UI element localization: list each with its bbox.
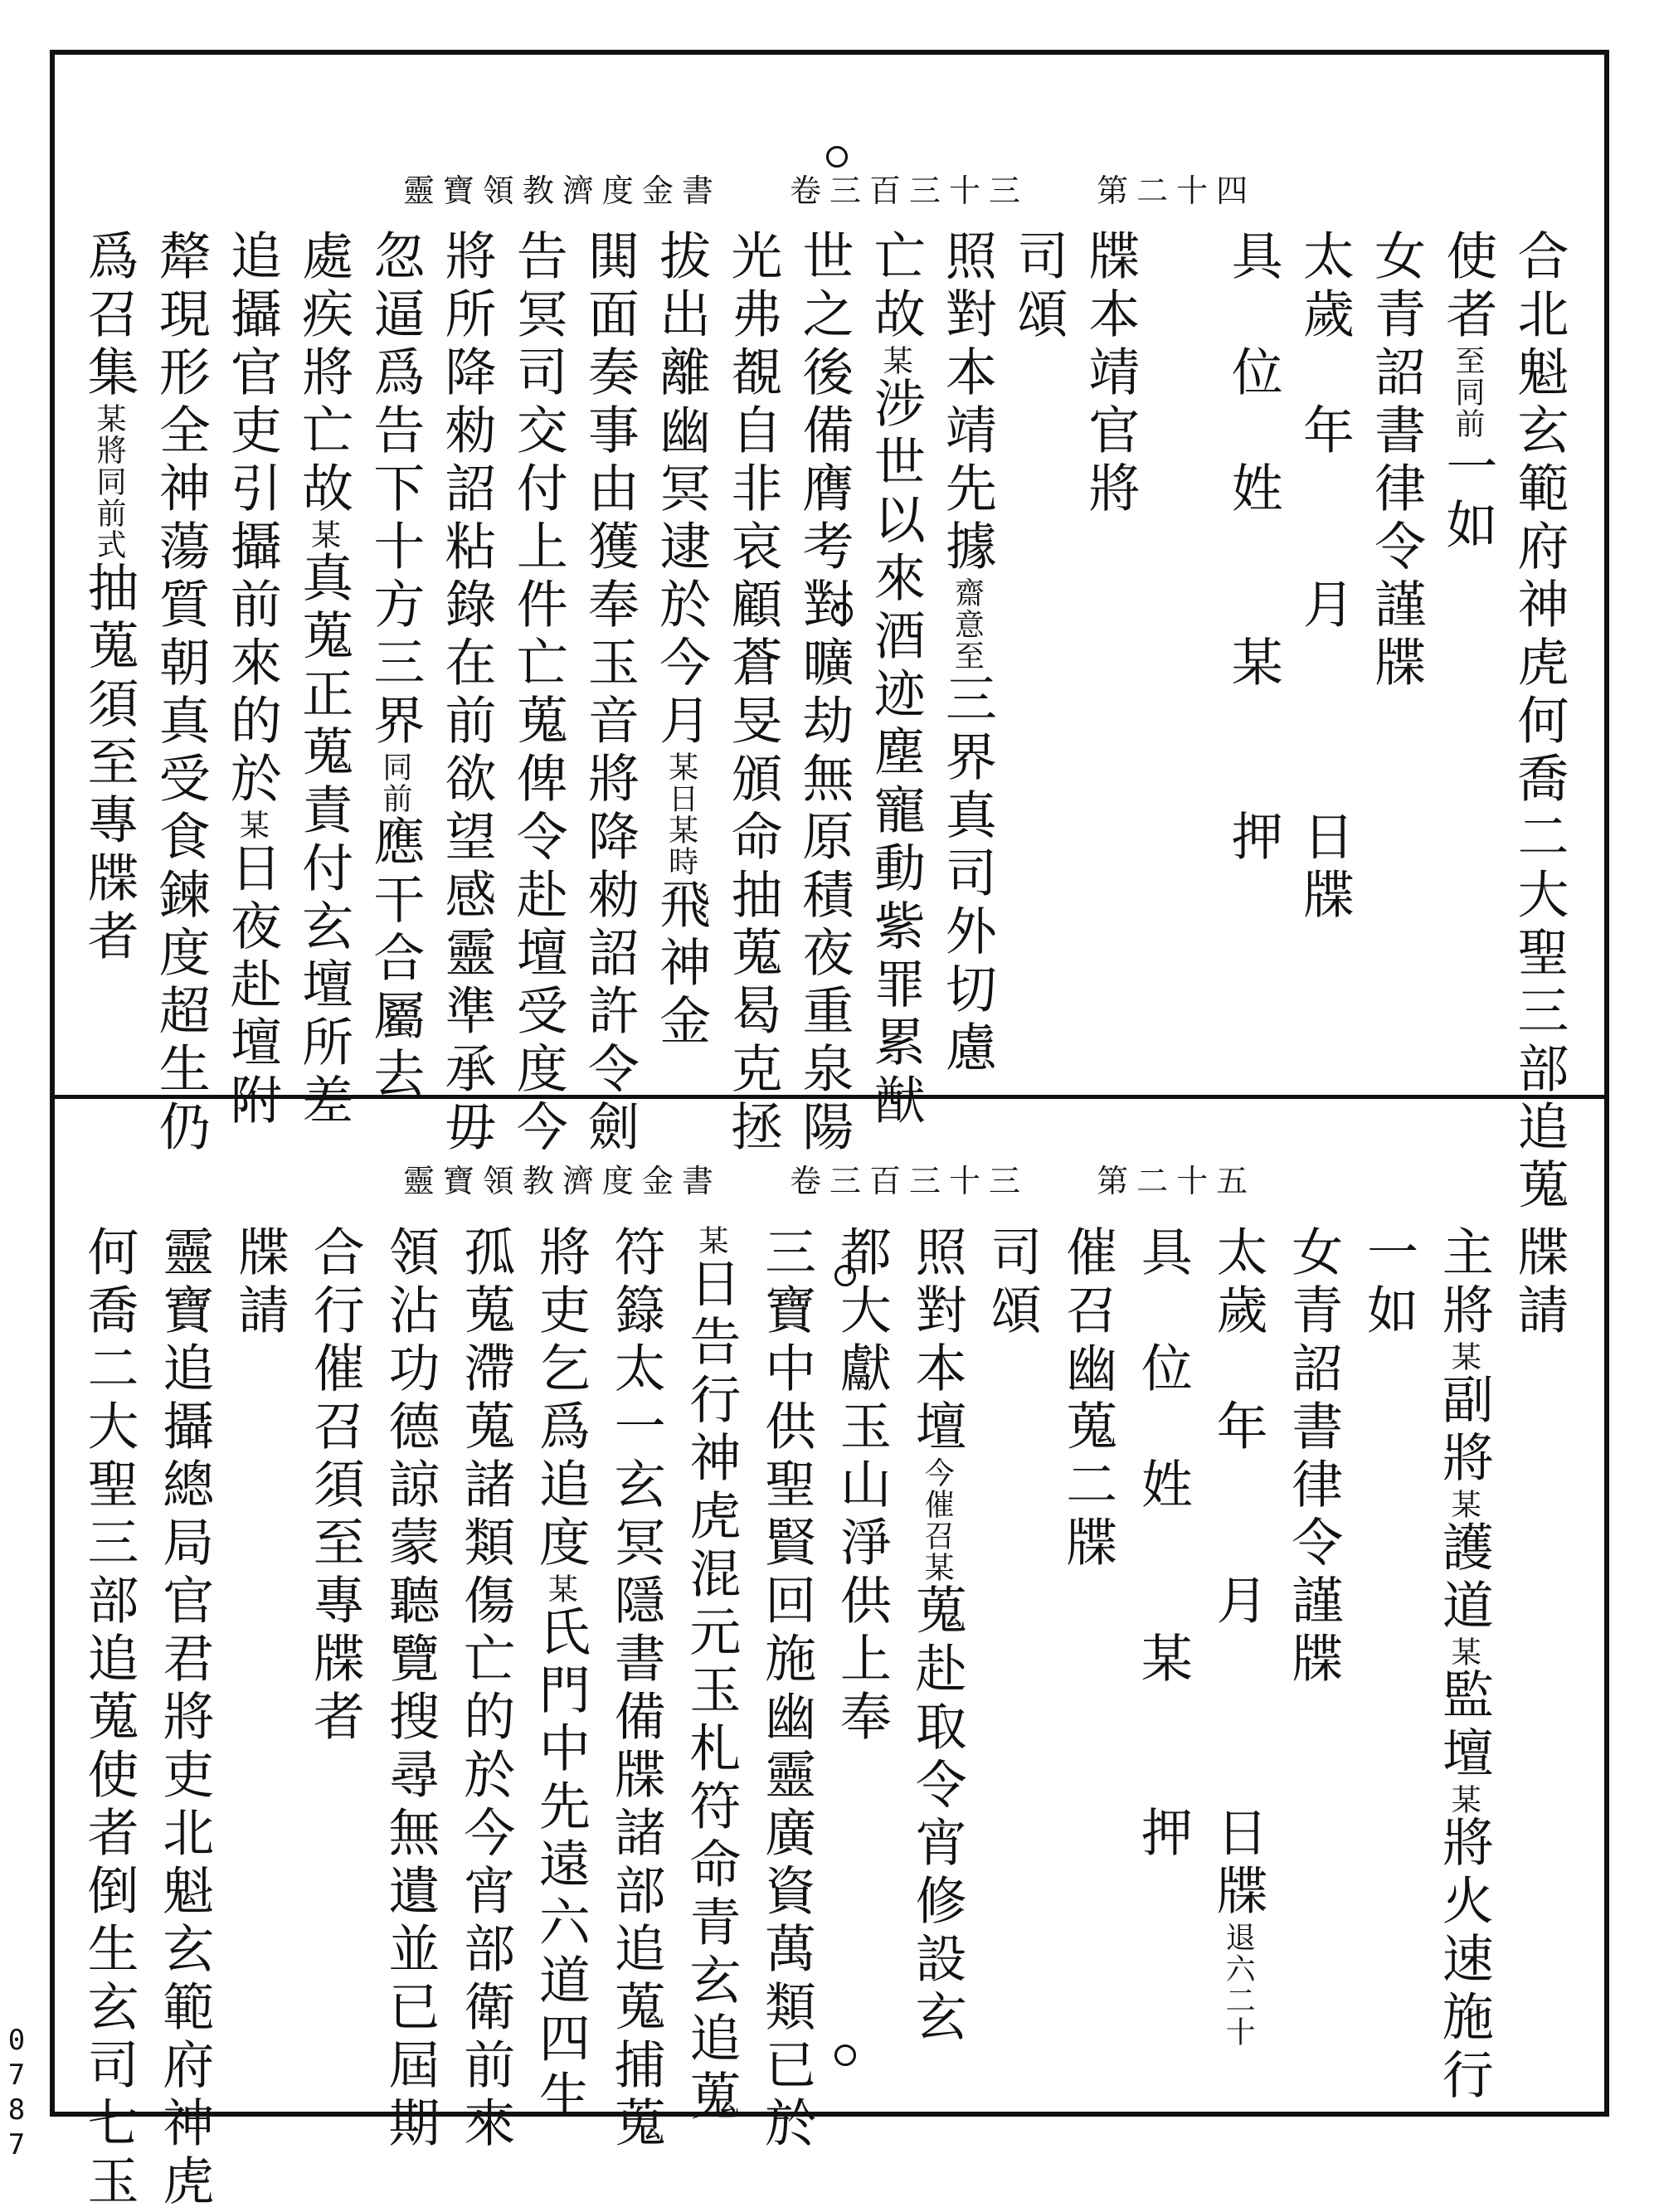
text-column: [1224, 229, 1282, 868]
column-text: 將所降勑詔粘錄在前欲望感靈準承毋: [436, 229, 497, 1158]
interlinear-note: 某日某時: [664, 751, 698, 878]
text-column: [1209, 1225, 1267, 2048]
column-text: 使者: [1437, 229, 1498, 345]
text-column: [1510, 1225, 1568, 1341]
header-volume: 卷三百三十三: [789, 1163, 1029, 1199]
text-column: [1433, 1225, 1495, 2106]
interlinear-note: 某: [878, 345, 913, 377]
interlinear-note: 齋意至: [950, 577, 985, 672]
column-text: 三界真司外切慮: [937, 672, 998, 1078]
header-volume: 卷三百三十三: [789, 173, 1029, 209]
text-column: [456, 1225, 514, 2154]
text-column: [381, 1225, 439, 2154]
text-column: [221, 229, 283, 1131]
punctuation-circle: [834, 1265, 856, 1286]
column-text: 日告行神虎混元玉札符命青玄追蒐: [680, 1257, 742, 2127]
interlinear-note: 某: [1447, 1636, 1481, 1668]
text-column: [757, 1225, 815, 2154]
text-column: [1284, 1225, 1342, 1689]
header-title: 靈寶領教濟度金書: [402, 173, 722, 209]
column-text: 將吏乞爲追度: [530, 1225, 591, 1573]
interlinear-note: 某: [1447, 1341, 1481, 1373]
column-text: 孤蒐滯蒐諸類傷亡的於今宵部衛前來: [455, 1225, 516, 2154]
column-text: 照對本壇: [907, 1225, 968, 1457]
column-text: 太歲 年 月 日牒: [1208, 1225, 1269, 1922]
text-columns: [55, 1225, 1604, 2212]
column-text: 犛現形全神蕩質朝真受食鍊度超生仍: [150, 229, 212, 1158]
text-column: [366, 229, 424, 1105]
column-text: 護道: [1433, 1520, 1495, 1636]
text-column: [937, 229, 998, 1078]
column-text: 飛神金: [650, 878, 712, 1052]
column-text: 爲召集: [79, 229, 139, 403]
column-text: 司頌: [1008, 229, 1069, 345]
column-text: 副將: [1433, 1373, 1495, 1489]
text-column: [294, 229, 353, 1131]
text-column: [1510, 229, 1568, 1216]
text-column: [437, 229, 495, 1158]
column-text: 應干合屬去: [364, 814, 426, 1105]
text-column: [150, 229, 212, 1158]
text-column: [682, 1225, 740, 2127]
text-column: [907, 1225, 966, 2048]
interlinear-note: 某: [235, 809, 270, 841]
column-text: 女青詔書律令謹牒: [1365, 229, 1427, 693]
header-page: 第二十五: [1097, 1163, 1257, 1199]
interlinear-note: 某: [543, 1573, 578, 1605]
text-column: [304, 1225, 366, 1748]
interlinear-note: 某: [306, 519, 341, 551]
interlinear-note: 某: [1447, 1489, 1481, 1520]
interlinear-note: 退六二十: [1221, 1922, 1256, 2048]
bottom-panel: [55, 1099, 1604, 2212]
column-text: 都大獻玉山淨供上奉: [831, 1225, 893, 1748]
column-text: 涉世以來酒迹塵寵動紫罪累猷: [865, 377, 927, 1131]
punctuation-circle: [831, 602, 853, 624]
column-text: 光弗覩自非哀顧蒼旻頒命抽蒐曷克拯: [722, 229, 783, 1158]
text-column: [531, 1225, 589, 2127]
column-text: 亡故: [865, 229, 927, 345]
column-text: 主將: [1433, 1225, 1495, 1341]
column-text: 女青詔書律令謹牒: [1282, 1225, 1344, 1689]
column-text: 拔出離幽冥逮於今月: [650, 229, 712, 751]
page-number: 0787: [0, 2024, 33, 2163]
column-text: 催召幽蒐二牒: [1057, 1225, 1118, 1573]
column-text: 日夜赴壇附: [221, 841, 283, 1131]
column-text: 閧面奏事由獲奉玉音將降勑詔許令劍: [579, 229, 640, 1158]
column-text: 忽逼爲告下十方三界: [364, 229, 426, 751]
running-header: [55, 165, 1604, 211]
column-text: 靈寶追攝總局官君將吏北魁玄範府神虎: [153, 1225, 215, 2212]
text-column: [606, 1225, 667, 2154]
text-column: [155, 1225, 213, 2212]
column-text: 符籙太一玄冥隱書備牒諸部追蒐捕蒐: [606, 1225, 667, 2154]
column-text: 一如: [1437, 440, 1498, 556]
header-page: 第二十四: [1097, 173, 1257, 209]
text-column: [652, 229, 710, 1052]
column-text: 蒐赴取令宵修設玄: [907, 1583, 968, 2048]
column-text: 氏門中先遠六道四生: [530, 1605, 591, 2127]
text-column: [1295, 229, 1353, 926]
column-text: 三寶中供聖賢回施幽靈廣資萬類已於: [756, 1225, 817, 2154]
interlinear-note: 某將同前式: [92, 403, 126, 561]
column-text: 領沾功德諒蒙聽覽搜尋無遺並已屆期: [379, 1225, 440, 2154]
text-column: [80, 229, 138, 967]
running-header: [55, 1155, 1604, 1201]
text-column: [580, 229, 638, 1158]
interlinear-note: 今催召某: [920, 1457, 955, 1583]
column-text: 牒請: [229, 1225, 290, 1341]
column-text: 監壇: [1433, 1668, 1495, 1784]
text-column: [1132, 1225, 1194, 1864]
text-column: [1438, 229, 1496, 556]
column-text: 合北魁玄範府神虎何喬二大聖三部追蒐: [1509, 229, 1569, 1216]
text-column: [1058, 1225, 1117, 1573]
column-text: 具 位 姓 某 押: [1132, 1225, 1194, 1864]
column-text: 合行催召須至專牒者: [304, 1225, 366, 1748]
interlinear-note: 至同前: [1450, 345, 1485, 440]
text-column: [795, 229, 853, 1158]
column-text: 牒本靖官將: [1079, 229, 1141, 519]
text-column: [1360, 1225, 1418, 1341]
column-text: 一如: [1358, 1225, 1419, 1341]
interlinear-note: 同前: [377, 751, 412, 814]
column-text: 何喬二大聖三部追蒐使者倒生玄司七玉: [79, 1225, 139, 2212]
interlinear-note: 某: [693, 1225, 728, 1257]
text-column: [865, 229, 927, 1131]
column-text: 處疾將亡故: [293, 229, 354, 519]
text-column: [1367, 229, 1425, 693]
header-title: 靈寶領教濟度金書: [402, 1163, 722, 1199]
text-column: [1081, 229, 1139, 519]
text-column: [1010, 229, 1068, 345]
column-text: 將火速施行: [1433, 1816, 1495, 2106]
column-text: 太歲 年 月 日牒: [1294, 229, 1355, 926]
column-text: 抽蒐須至專牒者: [79, 561, 139, 967]
column-text: 牒請: [1509, 1225, 1569, 1341]
text-column: [983, 1225, 1041, 1341]
column-text: 追攝官吏引攝前來的於: [221, 229, 283, 809]
text-column: [831, 1225, 893, 1748]
text-column: [723, 229, 781, 1158]
interlinear-note: 某: [1447, 1784, 1481, 1816]
punctuation-circle: [834, 2044, 856, 2066]
text-column: [230, 1225, 288, 1341]
column-text: 司頌: [981, 1225, 1043, 1341]
column-text: 具 位 姓 某 押: [1223, 229, 1284, 868]
text-column: [508, 229, 567, 1158]
column-text: 世之後備膺考對曠劫無原積夜重泉陽: [794, 229, 854, 1158]
punctuation-circle: [826, 146, 848, 168]
column-text: 告冥司交付上件亡蒐俾令赴壇受度今: [508, 229, 569, 1158]
text-column: [80, 1225, 138, 2212]
column-text: 照對本靖先據: [937, 229, 998, 577]
column-text: 真蒐正蒐責付玄壇所差: [293, 551, 354, 1131]
